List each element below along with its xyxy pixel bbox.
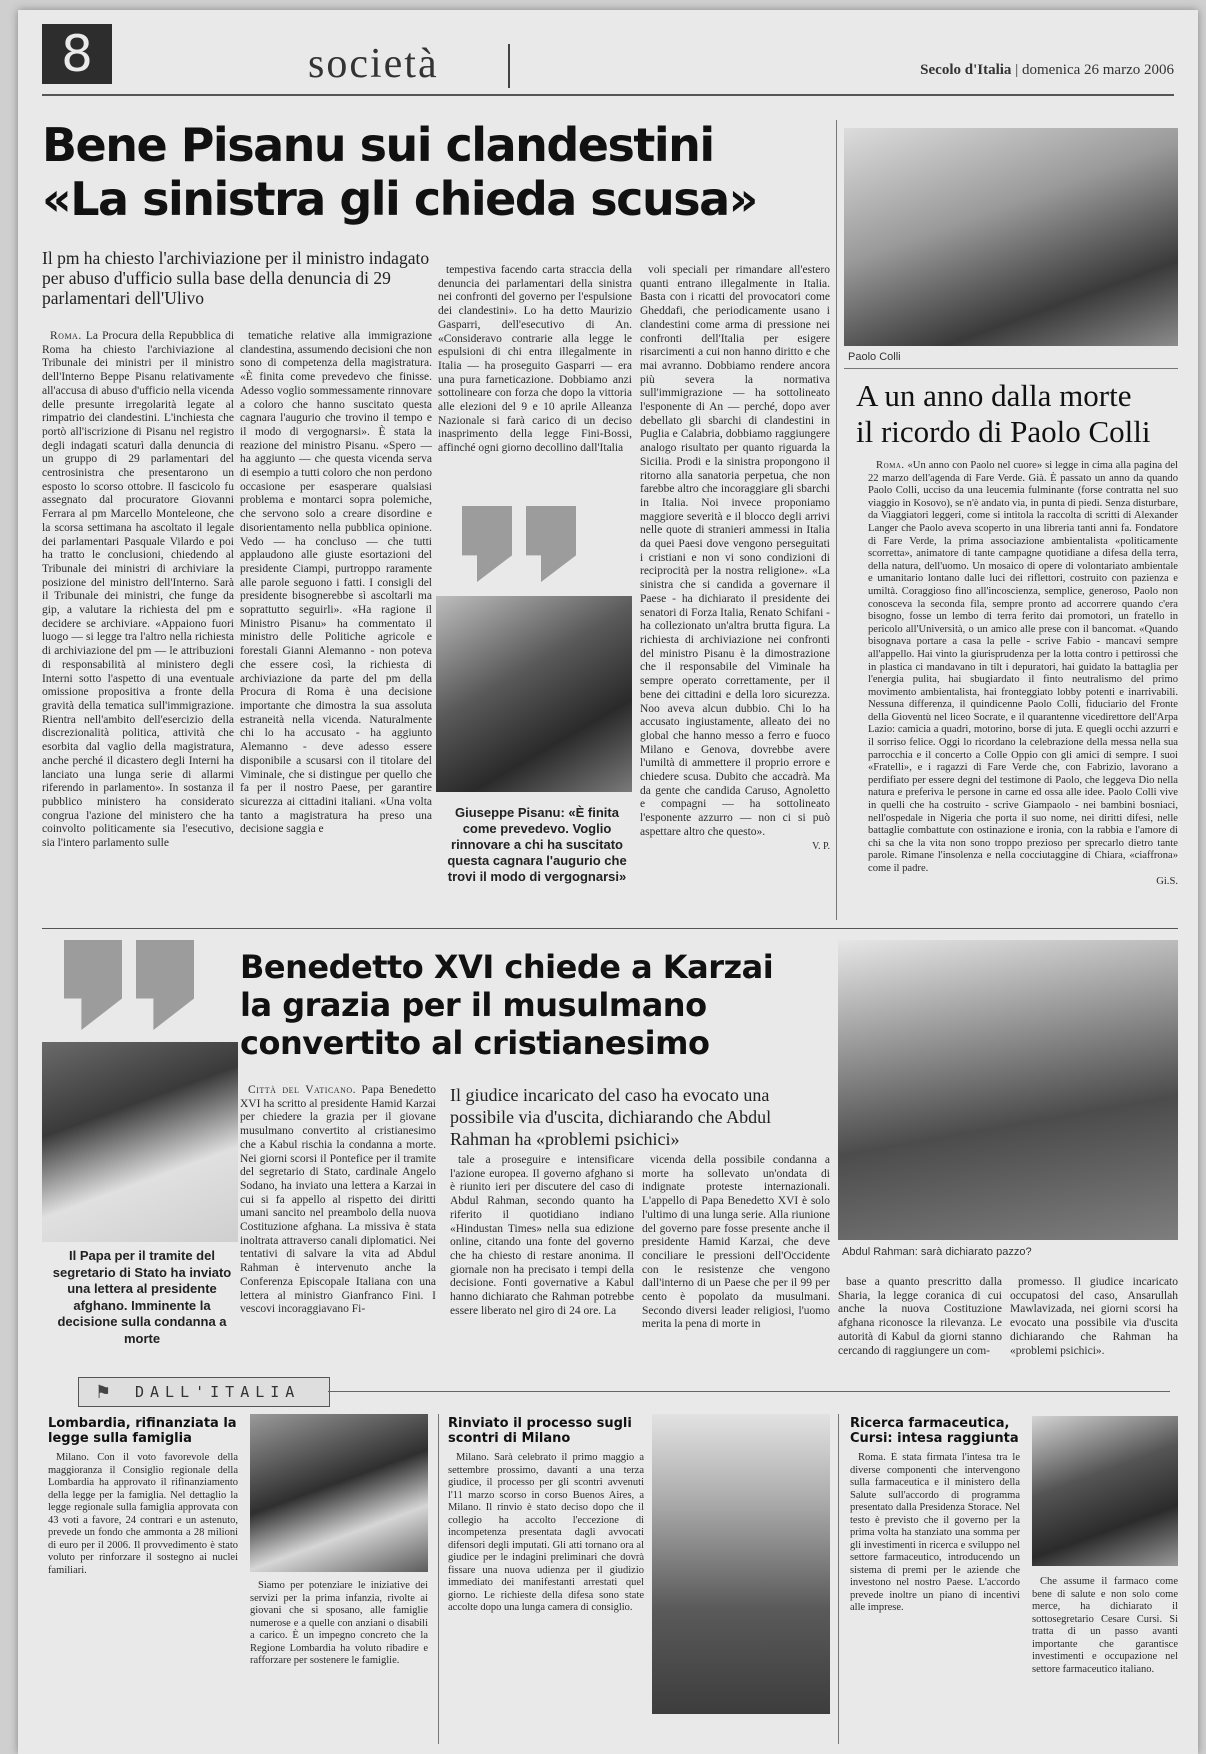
item2-title: Rinviato il processo sugli scontri di Milano — [448, 1416, 632, 1446]
karzai-column-2 — [450, 1154, 634, 1360]
rahman-photo — [838, 940, 1178, 1240]
quote-mark-icon-2 — [526, 506, 576, 582]
item-divider-2 — [838, 1414, 839, 1744]
item1-text: Milano. Con il voto favorevole della maggioranza il Consiglio regionale della Lombardia ha approvato il rifinanziamento della legge per la famiglia. Nel dettaglio la legge regionale sulla famiglia approvata con 43 voti a favore, 24 contrari e un astenuto, prevede un fondo che ammonta a 28 milioni di euro per il 2006. Il provvedimento è stato voluto per rinforzare il sostegno ai nuclei familiari. — [48, 1452, 238, 1576]
item3-body-2 — [1032, 1576, 1178, 1742]
item3-title: Ricerca farmaceutica, Cursi: intesa raggiunta — [850, 1416, 1019, 1446]
lead-headline — [42, 118, 832, 226]
karzai-headline-line2: la grazia per il musulmano — [240, 986, 707, 1024]
dallitalia-label: DALL'ITALIA — [135, 1383, 301, 1401]
item1-body-2 — [250, 1580, 428, 1740]
colli-caption-rule — [844, 368, 1178, 369]
section-divider — [508, 44, 510, 88]
quote-mark-icon-3 — [64, 940, 122, 1030]
lead-headline-line2: «La sinistra gli chieda scusa» — [42, 172, 757, 226]
colli-headline-line1: A un anno dalla morte — [856, 378, 1132, 413]
karzai-column-3 — [642, 1154, 830, 1360]
lead-col3-text: tempestiva facendo carta straccia della denuncia dei parlamentari della sinistra nei confronti del governo per l'espulsione dei clandestini». Lo ha detto Maurizio Gasparri, dell'esecutivo di An. «Consideravo contrarie alla legge le espulsioni di chi entra illegalmente in Italia — ha proseguito Gasparri — era una pura farneticazione. Dobbiamo anzi sottolineare con forza che dopo la vittoria alle elezioni del 9 e 10 aprile Alleanza Nazionale si farà carico di un deciso inasprimento della legge Fini-Bossi, affinché ogni giorno decollino dall'Italia — [438, 264, 632, 455]
quote-mark-icon-4 — [136, 940, 194, 1030]
lead-column-1 — [42, 330, 234, 920]
pope-caption: Il Papa per il tramite del segretario di Stato ha inviato una lettera al presidente afghano. Imminente la decisione sulla condanna a morte — [52, 1248, 232, 1346]
item2-text: Milano. Sarà celebrato il primo maggio a settembre prossimo, davanti a una terza giudice, il processo per gli scontri avvenuti l'11 marzo scorso in corso Buenos Aires, a Milano. Il rinvio è stato deciso dopo che il collegio ha accolto l'eccezione di incompetenza presentata dagli avvocati difensori degli imputati. Gli atti tornano ora al giudice per le indagini preliminari che dovrà fissare una nuova udienza per il giudizio immediato dei manifestanti arrestati quel giorno. Le richieste della difesa sono state accolte dopo una lunga camera di consiglio. — [448, 1452, 644, 1613]
colli-dateline: Roma. — [876, 460, 905, 471]
lead-dateline: Roma. — [50, 330, 82, 342]
colli-photo — [844, 128, 1178, 346]
colli-headline — [856, 378, 1182, 450]
karzai-headline-line3: convertito al cristianesimo — [240, 1024, 710, 1062]
item-divider-1 — [438, 1414, 439, 1744]
section-title: società — [308, 41, 439, 87]
karzai-column-5 — [1010, 1276, 1178, 1360]
lead-column-3 — [438, 264, 632, 482]
karzai-deck: Il giudice incaricato del caso ha evocato una possibile via d'uscita, dichiarando che Abdul Rahman ha «problemi psichici» — [450, 1085, 772, 1149]
rahman-caption: Abdul Rahman: sarà dichiarato pazzo? — [842, 1246, 1032, 1258]
dallitalia-rule — [328, 1391, 1170, 1392]
item1-title: Lombardia, rifinanziata la legge sulla famiglia — [48, 1416, 237, 1446]
dallitalia-label-box — [78, 1377, 330, 1407]
lead-col4-text: voli speciali per rimandare all'estero quanti entrano illegalmente in Italia. Basta con i ricatti del provocatori come Gheddafi, che periodicamente usano i clandestini come arma di pressione nei confronti dell'Italia per esigere risarcimenti a cui non hanno diritto e che mai avranno. Dobbiamo rendere ancora più severa la normativa sull'immigrazione — ha sottolineato l'esponente di An — perché, dopo aver debellato gli sbarchi di clandestini in Puglia e Calabria, dobbiamo raggiungere analogo risultato per quanto riguarda la Sicilia. Prodi e la sinistra propongono il ritorno alla sanatoria perpetua, che non farebbe altro che incoraggiare gli sbarchi in Italia. Noi invece proponiamo maggiore severità e il blocco degli arrivi nelle quote di stranieri ammessi in Italia da quei Paesi dove vengono perseguitati i cristiani e non vi sono condizioni di reciprocità per la nostra religione». «La sinistra che si candida a governare il Paese - ha dichiarato il presidente dei senatori di Forza Italia, Renato Schifani - ha collezionato un'altra brutta figura. La richiesta di archiviazione nei confronti del ministro Pisanu è la dimostrazione che il responsabile del Viminale ha sempre operato correttamente, per il bene dei cittadini e della loro sicurezza. Noo aveva alcun dubbio. Chi lo ha accusato ingiustamente, alleato dei no global che hanno messo a ferro e fuoco Milano e Genova, dovrebbe avere l'umiltà di ammettere il proprio errore e chiedere scusa. Dubito che accadrà. Ma da gente che candida Caruso, Agnoletto e compagni — ha sottolineato l'esponente azzurro — non ci si può aspettare altro che questo». — [640, 264, 830, 838]
item2-photo — [652, 1414, 830, 1714]
item3-body — [850, 1452, 1020, 1742]
colli-body — [868, 460, 1178, 908]
karzai-col5-text: promesso. Il giudice incaricato occupatosi del caso, Ansarullah Mawlavizada, nei giorni scorsi ha evocato una possibile via d'uscita dichiarando che Rahman ha «problemi psichici». — [1010, 1276, 1178, 1357]
lead-col1-text: La Procura della Repubblica di Roma ha chiesto l'archiviazione al Tribunale dei ministri per il ministro dell'Interno Beppe Pisanu relativamente all'accusa di abuso d'ufficio nella vicenda delle presunte irregolarità legate al rimpatrio dei clandestini. L'inchiesta che portò all'iscrizione di Pisanu nel registro degli indagati scaturì dalla denuncia di un gruppo di 29 parlamentari del centrosinistra che presentarono un esposto lo scorso ottobre. Il fascicolo fu assegnato dal procuratore Giovanni Ferrara al pm Marcello Monteleone, che la scorsa settimana ha ascoltato il legale dei parlamentari Pasquale Vilardo e poi ha tratto le conclusioni, chiedendo al Tribunale dei ministri di archiviare la posizione del ministro dell'Interno. Sarà il Tribunale dei ministri, che funge da gip, a valutare la richiesta del pm e decidere se archiviare. «Appaiono fuori luogo — si legge tra l'altro nella richiesta di archiviazione del pm — le attribuzioni di responsabilità al ministero degli Interni sotto l'aspetto di una eventuale omissione propositiva a fronte della gravità della tematica sull'immigrazione. Rientra nell'ambito dell'esercizio della discrezionalità politica, attività che esorbita dal vaglio della magistratura, anche perché il dicastero degli Interni ha lanciato una lunga serie di allarmi riferendo in parlamento». In sostanza il pubblico ministero ha considerato congrua l'azione del ministero che ha coinvolto politicamente sia l'esecutivo, sia l'intero parlamento sulle — [42, 330, 234, 850]
masthead-separator: | — [1015, 62, 1022, 78]
karzai-col1-text: Papa Benedetto XVI ha scritto al presidente Hamid Karzai per chiedere la grazia per il giovane musulmano convertito al cristianesimo che a Kabul rischia la condanna a morte. Nei giorni scorsi il Pontefice per il tramite del segretario di Stato, cardinale Angelo Sodano, ha inviato una lettera a Karzai in cui si fa appello al rispetto dei diritti umani sancito nel preambolo della nuova Costituzione afghana. La missiva è stata inoltrata attraverso canali diplomatici. Nei tentativi di salvare la vita ad Abdul Rahman è intervenuto anche la Conferenza Episcopale Italiana con una lettera al ministro Gianfranco Fini. I vescovi incoraggiavano Fi- — [240, 1084, 436, 1316]
issue-date: domenica 26 marzo 2006 — [1021, 62, 1174, 78]
colli-text: «Un anno con Paolo nel cuore» si legge in cima alla pagina del 22 marzo dell'agenda di Fare Verde. Già. È passato un anno da quando Paolo Colli, ucciso da una leucemia fulminante (forse contratta nel suo viaggio in Kosovo), se n'è andato via, in punta di piedi. Senza disturbare, da Viaggiatori leggeri, come si intitola la raccolta di scritti di Alexander Langer che Paolo aveva scoperto in una libreria tanti anni fa. Fondatore di Fare Verde, la prima associazione ambientalista «politicamente scorretta», animatore di tante campagne quotidiane a difesa della terra, della natura, dell'uomo. Un mosaico di opere di volontariato ambientale e umanitario lontano dalle luci dei riflettori, costruito con pazienza e umiltà. Coraggioso fino all'incoscienza, semplice, generoso, Paolo non conosceva la seconda fila, sempre pronto ad accorrere quando c'era bisogno, fosse un lembo di terra ferito dai promotori, un fratello in pericolo all'Università, o un amico alle prese con il bancomat. «Quando bisognava portare a casa la pelle - scrive Fabio - mancavi sempre all'appello. Hai vinto la giurisprudenza per la lotta contro i pettirossi che in plastica ci mandavano in tilt i depuratori, hai guidato la battaglia per l'energia pulita, hai sbugiardato il finto neutralismo del primo movimento ambientalista, hai fronteggiato lobby potenti e inarrivabili. Nessuna differenza, il quindicenne Paolo Colli, fiduciario del Fronte della Gioventù nel liceo Socrate, e il quarantenne vicedirettore dell'Arpa Lazio: camicia a quadri, motorino, borse di juta. E quegli occhi azzurri e il sorriso felice. Oggi lo ricordano la celebrazione della messa nella sua parrocchia e il concerto a Colle Oppio con gli amici di sempre. I suoi «Fratelli», e i ragazzi di Fare Verde che, con Fabrizio, lavorano a perdifiato per essere degni del testimone di Paolo, che leggeva Dio nella natura e preferiva le persone in carne ed ossa alle idee. Paolo Colli vive in quelli che ha costruito - scrive Giampaolo - nei bambini bosniaci, nell'ospedale in Nigeria che porta il suo nome, nei diritti difesi, nelle battaglie combattute con ostinazione e ironia, con la rabbia e l'amore di chi sa che la vita non sono troppo prezioso per sprecarlo dietro tante parole. Rimane l'insolenza e nella cocciutaggine di Chiara, «ciaffrona» come il padre. — [868, 460, 1178, 874]
item3-photo — [1032, 1416, 1178, 1566]
karzai-dateline: Città del Vaticano. — [248, 1084, 357, 1096]
colli-signature: Gi.S. — [1156, 875, 1178, 887]
karzai-column-1 — [240, 1084, 436, 1360]
lead-signature: V. P. — [812, 840, 830, 852]
item2-body — [448, 1452, 644, 1742]
pope-photo — [42, 1042, 238, 1242]
italy-map-icon: ⚑ — [95, 1382, 112, 1402]
item3-text: Roma. È stata firmata l'intesa tra le diverse componenti che intervengono sulla farmaceutica e il ministero della Salute sull'accordo di programma presentato dalla Presidenza Storace. Nel testo è previsto che il governo per la prima volta ha stanziato una somma per gli investimenti in ricerca e sviluppo nel settore farmaceutico, introducendo un sistema di premi per le aziende che investono nel nostro Paese. L'accordo prevede inoltre un piano di incentivi alle imprese. — [850, 1452, 1020, 1613]
dallitalia-band — [70, 1377, 1170, 1407]
quote-mark-icon — [462, 506, 512, 582]
item3-text-2: Che assume il farmaco come bene di salute e non solo come merce, ha dichiarato il sottosegretario Cesare Cursi. Si tratta di un passo avanti importante che garantisce investimenti e occupazione nel settore farmaceutico italiano. — [1032, 1576, 1178, 1675]
item1-photo — [250, 1414, 428, 1572]
masthead-name: Secolo d'Italia — [920, 62, 1012, 78]
karzai-headline — [240, 948, 830, 1062]
column-divider — [836, 120, 837, 920]
item1-text-2: Siamo per potenziare le iniziative dei servizi per la prima infanzia, rivolte ai giovani che si sposano, alle famiglie numerose e a quelle con anziani o disabili a carico. È un impegno concreto che la Regione Lombardia ha voluto ribadire e rafforzare per sostenere le famiglie. — [250, 1580, 428, 1666]
lead-column-2 — [240, 330, 432, 920]
karzai-headline-line1: Benedetto XVI chiede a Karzai — [240, 948, 774, 986]
karzai-col3-text: vicenda della possibile condanna a morte ha sollevato un'ondata di indignate proteste internazionali. L'appello di Papa Benedetto XVI è solo l'ultimo di una lunga serie. Alla riunione del governo pare fosse presente anche il presidente Hamid Karzai, che deve conciliare le pressioni dell'Occidente con le resistenze che vengono dall'interno di un Paese che per il 99 per cento è popolato da musulmani. Secondo diversi leader religiosi, l'uomo merita la pena di morte in — [642, 1154, 830, 1331]
lead-deck: Il pm ha chiesto l'archiviazione per il ministro indagato per abuso d'ufficio sulla base della denuncia di 29 parlamentari dell'Ulivo — [42, 248, 430, 308]
section-rule — [42, 928, 1178, 929]
item1-body — [48, 1452, 238, 1742]
karzai-col4-text: base a quanto prescritto dalla Sharia, la legge coranica di cui anche la nuova Costituzione afghana riconosce la rilevanza. Le autorità di Kabul da giorni stanno cercando di raggiungere un com- — [838, 1276, 1002, 1357]
pisanu-photo — [436, 596, 632, 792]
karzai-col2-text: tale a proseguire e intensificare l'azione europea. Il governo afghano si è riunito ieri per discutere del caso di Abdul Rahman, secondo quanto ha riferito il quotidiano indiano «Hindustan Times» nella sua edizione online, citando una fonte del governo che ha chiesto di restare anonima. Il giornale non ha precisato i tempi della decisione. Fonti governative a Kabul hanno dichiarato che Rahman potrebbe essere liberato nel giro di 24 ore. La — [450, 1154, 634, 1317]
newspaper-page — [18, 10, 1198, 1754]
colli-headline-line2: il ricordo di Paolo Colli — [856, 414, 1151, 449]
lead-headline-line1: Bene Pisanu sui clandestini — [42, 118, 714, 172]
header-rule — [42, 94, 1174, 96]
pisanu-quote-caption: Giuseppe Pisanu: «È finita come prevedevo. Voglio rinnovare a chi ha suscitato questa cagnara l'augurio che trovi il modo di vergognarsi» — [447, 805, 627, 884]
lead-column-4 — [640, 264, 830, 904]
lead-col2-text: tematiche relative alla immigrazione clandestina, assumendo decisioni che non sono di competenza della magistratura. «È finita come prevedevo che finisse. Adesso voglio sommessamente rinnovare a coloro che hanno suscitato questa cagnara l'augurio che trovino il tempo e il modo di vergognarsi». È stata la reazione del ministro Pisanu. «Spero — ha aggiunto — che questa vicenda serva di esempio a tutti coloro che non perdono occasione per esasperare qualsiasi problema e montarci sopra polemiche, che servono solo a creare disordine e disorientamento nella pubblica opinione. Vedo — ha concluso — che tutti applaudono alle giuste esortazioni del presidente Ciampi, purtroppo raramente alle parole seguono i fatti. I consigli del presidente bisognerebbe sì ascoltarli ma soprattutto seguirli». «Ha ragione il Ministro Pisanu» ha commentato il ministro delle Politiche agricole e forestali Gianni Alemanno - non poteva che essere così, la richiesta di archiviazione da parte del pm della Procura di Roma è una decisione importante che dimostra la sua assoluta estraneità nella vicenda. Naturalmente chi lo ha accusato - ha aggiunto Alemanno - deve adesso essere disponibile a scusarsi con il titolare del Viminale, che si distingue per quello che fa per il nostro Paese, per garantire sicurezza ai cittadini italiani. «Una volta tanto a magistratura ha preso una decisione saggia e — [240, 330, 432, 836]
masthead — [920, 62, 1174, 79]
karzai-column-4 — [838, 1276, 1002, 1360]
page-number: 8 — [42, 24, 112, 84]
colli-photo-caption: Paolo Colli — [848, 351, 901, 363]
